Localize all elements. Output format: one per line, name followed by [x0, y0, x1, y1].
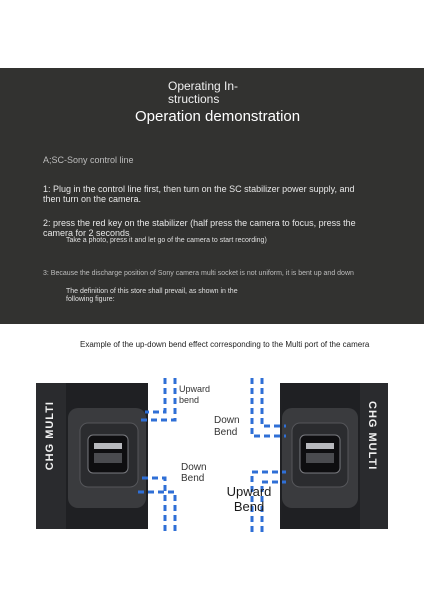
instruction-panel — [0, 68, 424, 324]
step-3-text: 3: Because the discharge position of Sony camera multi socket is not uniform, it is bent up and down — [43, 270, 354, 277]
section-heading: A;SC-Sony control line — [43, 155, 134, 165]
step-2-text: 2: press the red key on the stabilizer (half press the camera to focus, press the camera for 2 seconds — [43, 218, 356, 238]
port-label-left: CHG MULTI — [44, 401, 56, 471]
step-2-note: Take a photo, press it and let go of the camera to start recording) — [66, 237, 267, 244]
camera-port-photo-left — [36, 383, 148, 529]
guide-left-upper-a — [145, 378, 165, 412]
label-left-down-bend: Down Bend — [181, 462, 207, 484]
step-3-note: The definition of this store shall prevail, as shown in the following figure: — [66, 288, 238, 303]
demo-caption: Example of the up-down bend effect corresponding to the Multi port of the camera — [80, 340, 370, 349]
camera-port-photo-right — [280, 383, 388, 529]
label-left-upward-bend: Upward bend — [179, 384, 211, 405]
step-1-text: 1: Plug in the control line first, then turn on the SC stabilizer power supply, and then turn on the camera. — [43, 184, 355, 204]
label-right-upward-bend: Upward Bend — [226, 484, 272, 514]
title-small: Operating In- structions — [168, 79, 239, 106]
label-right-down-bend: Down Bend — [214, 415, 240, 438]
port-label-right: CHG MULTI — [366, 401, 378, 471]
title-large: Operation demonstration — [135, 108, 301, 125]
